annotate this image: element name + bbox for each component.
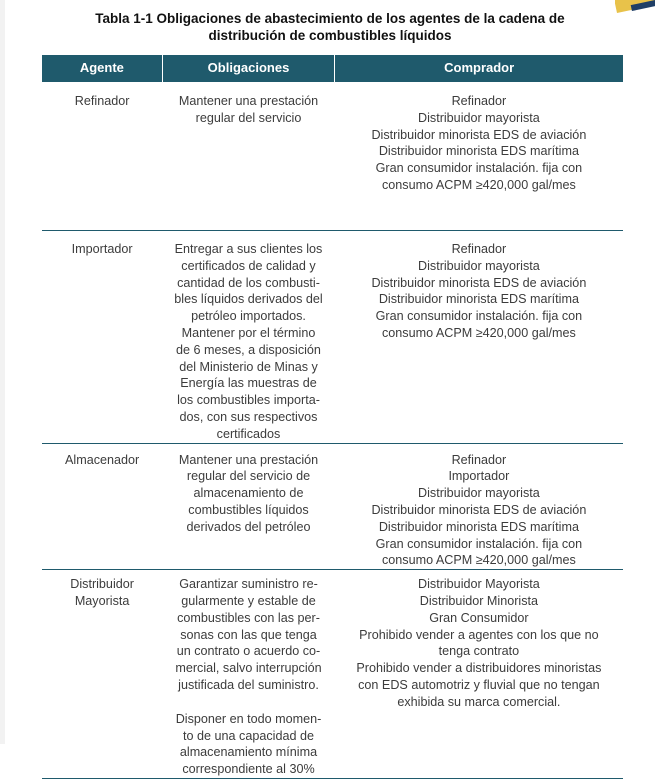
comprador-line: con EDS automotriz y fluvial que no tengan (358, 677, 600, 692)
header-agente: Agente (42, 55, 162, 82)
obligacion-line: certificados de calidad y (181, 258, 316, 273)
comprador-line: Distribuidor minorista EDS de aviación (371, 275, 587, 290)
obligacion-line: derivados del petróleo (186, 519, 311, 534)
comprador-line: Distribuidor minorista EDS de aviación (371, 502, 587, 517)
comprador-line: Gran consumidor instalación. fija con (375, 309, 583, 324)
cell-agente (42, 443, 162, 570)
cell-comprador (335, 570, 623, 779)
page-edge (0, 0, 5, 744)
comprador-line: Importador (448, 469, 510, 484)
comprador-line: tenga contrato (438, 644, 520, 659)
obligacion-line: sonas con las que tenga (180, 627, 317, 642)
agente-text: Distribuidor (70, 577, 134, 592)
obligacion-line: Mantener por el término (181, 325, 316, 340)
comprador-line: consumo ACPM ≥420,000 gal/mes (381, 177, 576, 192)
cell-obligaciones (162, 82, 335, 231)
table-row (42, 570, 623, 779)
obligacion-line: mercial, salvo interrupción (175, 661, 322, 676)
obligacion-line: combustibles con las per- (177, 610, 320, 625)
obligations-table (42, 55, 623, 779)
cell-obligaciones (162, 443, 335, 570)
comprador-line: exhibida su marca comercial. (397, 694, 561, 709)
obligacion-line: los combustibles importa- (177, 393, 320, 408)
agente-text: Refinador (74, 94, 130, 108)
cell-comprador (335, 443, 623, 570)
comprador-line: Distribuidor minorista EDS marítima (378, 519, 579, 534)
comprador-line: Distribuidor Mayorista (418, 577, 540, 592)
corner-decoration (615, 0, 655, 14)
comprador-line: Gran Consumidor (429, 610, 529, 625)
paragraph-gap (166, 694, 331, 711)
obligacion-line: petróleo importados. (191, 309, 306, 324)
table-row (42, 231, 623, 444)
cell-agente (42, 82, 162, 231)
table-title (60, 10, 600, 44)
obligacion-line: gularmente y estable de (181, 593, 316, 608)
obligacion-line: certificados (216, 426, 281, 441)
obligacion-line: Entregar a sus clientes los (174, 242, 323, 256)
obligacion-line: Disponer en todo momen- (175, 711, 322, 726)
obligacion-line: correspondiente al 30% (182, 762, 315, 777)
obligacion-line: de 6 meses, a disposición (176, 342, 321, 357)
obligacion-line: combustibles líquidos (188, 502, 309, 517)
obligacion-line: Garantizar suministro re- (179, 577, 318, 592)
agente-text: Importador (71, 242, 133, 256)
cell-agente (42, 231, 162, 444)
obligacion-line: Mantener una prestación (178, 94, 319, 108)
comprador-line: Distribuidor Minorista (419, 593, 539, 608)
obligacion-line: justificada del suministro. (178, 677, 319, 692)
table-title-line-2: distribución de combustibles líquidos (208, 28, 452, 43)
obligacion-line: Energía las muestras de (180, 376, 317, 391)
comprador-line: Distribuidor mayorista (418, 486, 540, 501)
obligacion-line: Mantener una prestación (178, 452, 319, 467)
cell-obligaciones (162, 231, 335, 444)
obligacion-line: regular del servicio (195, 110, 302, 125)
cell-obligaciones (162, 570, 335, 779)
comprador-line: Distribuidor minorista EDS marítima (378, 144, 579, 159)
table-row (42, 82, 623, 231)
comprador-line: Prohibido vender a agentes con los que no (359, 627, 599, 642)
agente-text: Mayorista (74, 593, 130, 608)
obligacion-line: dos, con sus respectivos (179, 409, 318, 424)
obligacion-line: almacenamiento mínima (179, 745, 318, 760)
comprador-line: Distribuidor mayorista (418, 110, 540, 125)
comprador-line: consumo ACPM ≥420,000 gal/mes (381, 325, 576, 340)
obligacion-line: un contrato o acuerdo co- (176, 644, 321, 659)
cell-agente (42, 570, 162, 779)
obligacion-line: cantidad de los combusti- (177, 275, 320, 290)
obligacion-line: regular del servicio de (186, 469, 311, 484)
comprador-line: consumo ACPM ≥420,000 gal/mes (381, 553, 576, 568)
comprador-line: Distribuidor mayorista (418, 258, 540, 273)
obligacion-line: almacenamiento de (193, 486, 304, 501)
comprador-line: Prohibido vender a distribuidores minoristas (356, 661, 602, 676)
obligacion-line: del Ministerio de Minas y (179, 359, 318, 374)
header-obligaciones: Obligaciones (162, 55, 335, 82)
agente-text: Almacenador (65, 452, 140, 467)
comprador-line: Gran consumidor instalación. fija con (375, 161, 583, 176)
comprador-line: Refinador (451, 452, 507, 467)
comprador-line: Distribuidor minorista EDS de aviación (371, 127, 587, 142)
obligacion-line: bles líquidos derivados del (174, 292, 323, 307)
comprador-line: Distribuidor minorista EDS marítima (378, 292, 579, 307)
cell-comprador (335, 82, 623, 231)
table-row (42, 443, 623, 570)
header-comprador: Comprador (335, 55, 623, 82)
table-header-row (42, 55, 623, 82)
obligacion-line: to de una capacidad de (183, 728, 314, 743)
comprador-line: Refinador (451, 94, 507, 108)
table-title-line-1: Tabla 1-1 Obligaciones de abastecimiento de los agentes de la cadena de (95, 11, 565, 26)
comprador-line: Gran consumidor instalación. fija con (375, 536, 583, 551)
cell-comprador (335, 231, 623, 444)
comprador-line: Refinador (451, 242, 507, 256)
